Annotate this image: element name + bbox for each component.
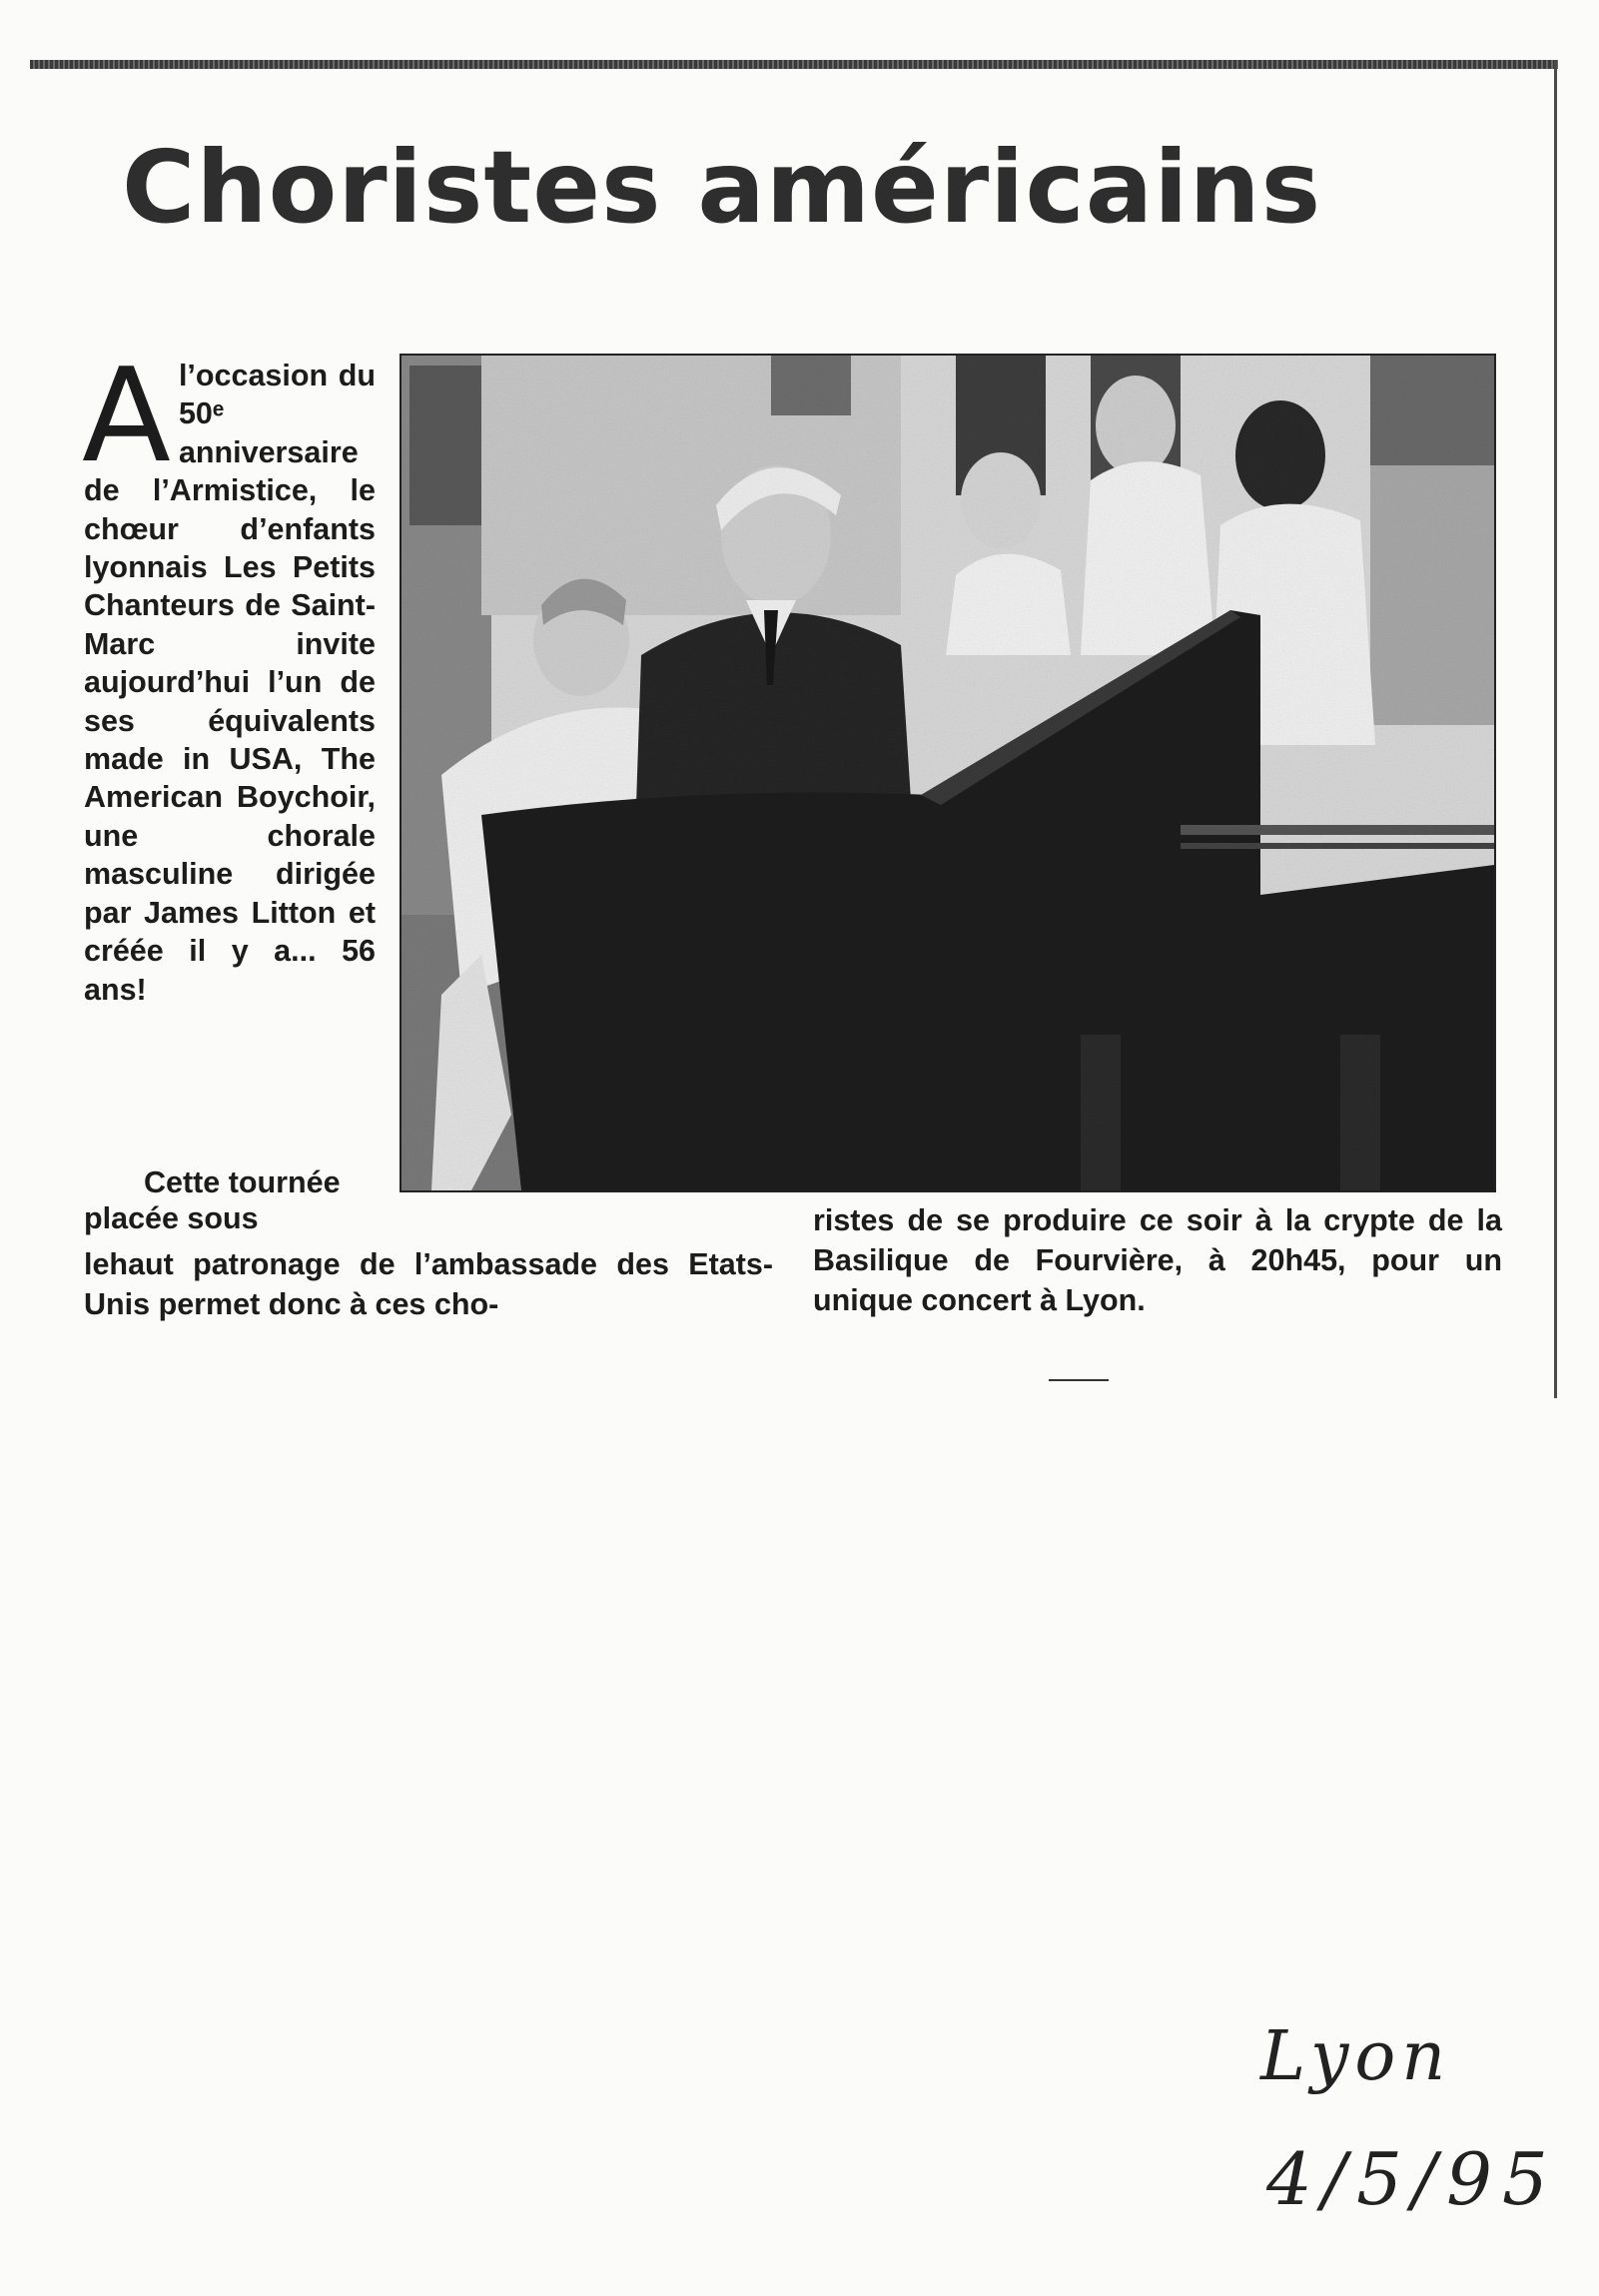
paragraph-2-start: Cette tournée placée sous: [84, 1165, 341, 1235]
dropcap: A: [82, 340, 171, 491]
right-column-rule: [1554, 60, 1557, 1398]
handwritten-date: 4/5/95: [1266, 2137, 1558, 2221]
paragraph-2-left: lehaut patronage de l’ambassade des Etats-Unis permet donc à ces cho-: [84, 1247, 773, 1321]
intro-paragraph: [82, 340, 376, 1009]
headline: Choristes américains: [122, 129, 1322, 246]
article-end-mark: [1049, 1379, 1109, 1381]
paragraph-2-right: ristes de se produire ce soir à la crypte de la Basilique de Fourvière, à 20h45, pour un unique concert à Lyon.: [813, 1203, 1502, 1317]
intro-column: [82, 340, 376, 1009]
photo-image: [401, 356, 1494, 1190]
handwritten-city: Lyon: [1260, 2017, 1452, 2096]
photo-choir-at-piano: [400, 354, 1496, 1192]
top-rule: [30, 60, 1558, 69]
intro-text: l’occasion du 50ᵉ anniversaire de l’Armistice, le chœur d’enfants lyonnais Les Petits Chanteurs de Saint-Marc invite aujourd’hui l’un de ses équivalents made in USA, The American Boychoir, une chorale masculine dirigée par James Litton et créée il y a... 56 ans!: [84, 359, 376, 1007]
